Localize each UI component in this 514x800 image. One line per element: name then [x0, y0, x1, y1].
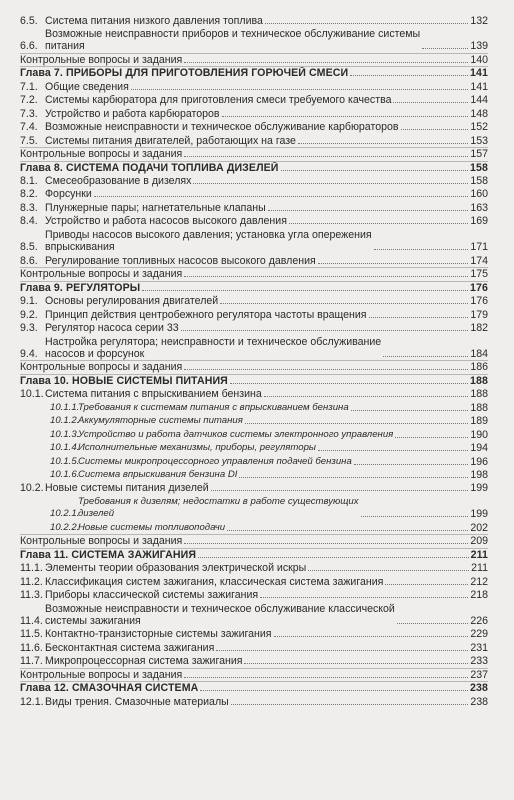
page-number: 158: [470, 161, 488, 174]
page-number: 160: [470, 188, 488, 201]
section-entry: [20, 121, 488, 134]
entry-number: 10.2.2.: [50, 521, 80, 533]
dot-leader: [264, 396, 469, 397]
entry-number: 12.1.: [20, 695, 44, 708]
page-number: 169: [470, 215, 488, 228]
section-entry: [20, 602, 488, 627]
entry-title: Элементы теории образования электрической искры: [45, 562, 307, 575]
entry-number: 8.1.: [20, 174, 38, 187]
page-number: 229: [470, 628, 488, 641]
entry-title: Возможные неисправности приборов и техническое обслуживание системы питания: [45, 28, 421, 53]
entry-title: Системы микропроцессорного управления подачей бензина: [78, 455, 352, 467]
entry-title: Системы питания двигателей, работающих на газе: [45, 134, 296, 147]
dot-leader: [184, 677, 468, 678]
section-entry: [20, 308, 488, 321]
section-entry: [20, 335, 488, 360]
entry-number: 7.5.: [20, 134, 38, 147]
entry-title: Возможные неисправности и техническое обслуживание классической системы зажигания: [45, 603, 395, 627]
subsection-entry: [20, 521, 488, 534]
review-questions-entry: [20, 535, 488, 548]
subsection-entry: [20, 468, 488, 481]
entry-title: Требования к дизелям; недостатки в работе существующих дизелей: [78, 496, 359, 520]
dot-leader: [289, 223, 468, 224]
entry-title: Глава 7. ПРИБОРЫ ДЛЯ ПРИГОТОВЛЕНИЯ ГОРЮЧЕЙ СМЕСИ: [20, 67, 349, 80]
entry-title: Система питания с впрыскиванием бензина: [45, 388, 262, 401]
review-questions-entry: [20, 53, 488, 66]
page-number: 186: [470, 361, 488, 374]
review-questions-entry: [20, 268, 488, 281]
page-number: 175: [470, 268, 488, 281]
section-entry: [20, 388, 488, 401]
page-number: 141: [470, 67, 488, 80]
entry-number: 10.1.: [20, 388, 44, 401]
entry-number: 8.5.: [20, 241, 38, 254]
table-rule: [20, 161, 488, 162]
entry-title: Контрольные вопросы и задания: [20, 361, 183, 374]
page-number: 163: [470, 201, 488, 214]
entry-number: 9.2.: [20, 308, 38, 321]
entry-title: Системы карбюратора для приготовления смеси требуемого качества: [45, 94, 392, 107]
dot-leader: [265, 23, 468, 24]
page-number: 179: [470, 308, 488, 321]
entry-number: 11.7.: [20, 655, 43, 668]
entry-number: 11.1.: [20, 562, 43, 575]
table-rule: [20, 360, 488, 361]
entry-number: 10.1.1.: [50, 401, 80, 413]
entry-title: Приборы классической системы зажигания: [45, 589, 259, 602]
entry-number: 8.2.: [20, 188, 38, 201]
page-number: 182: [470, 321, 488, 334]
entry-number: 9.3.: [20, 321, 38, 334]
entry-title: Глава 10. НОВЫЕ СИСТЕМЫ ПИТАНИЯ: [20, 374, 228, 387]
page-number: 190: [470, 428, 488, 441]
dot-leader: [385, 584, 468, 585]
review-questions-entry: [20, 668, 488, 681]
entry-number: 10.2.1.: [50, 508, 80, 520]
entry-number: 11.2.: [20, 575, 43, 588]
entry-title: Контрольные вопросы и задания: [20, 148, 183, 161]
entry-number: 11.4.: [20, 615, 43, 627]
page-number: 238: [470, 682, 488, 695]
section-entry: [20, 107, 488, 120]
dot-leader: [239, 477, 468, 478]
page-number: 188: [470, 374, 488, 387]
section-entry: [20, 562, 488, 575]
entry-number: 9.1.: [20, 295, 38, 308]
page-number: 199: [470, 482, 488, 495]
dot-leader: [245, 423, 468, 424]
section-entry: [20, 188, 488, 201]
entry-title: Контрольные вопросы и задания: [20, 268, 183, 281]
entry-title: Контрольные вопросы и задания: [20, 53, 183, 66]
entry-title: Приводы насосов высокого давления; установка угла опережения впрыскивания: [45, 229, 372, 254]
chapter-heading: [20, 682, 488, 695]
entry-title: Глава 11. СИСТЕМА ЗАЖИГАНИЯ: [20, 548, 197, 561]
entry-title: Общие сведения: [45, 80, 129, 93]
dot-leader: [395, 437, 468, 438]
dot-leader: [361, 516, 469, 517]
entry-title: Форсунки: [45, 188, 92, 201]
dot-leader: [383, 356, 468, 357]
page-number: 141: [470, 80, 488, 93]
section-entry: [20, 14, 488, 27]
dot-leader: [227, 530, 468, 531]
page-number: 132: [470, 14, 488, 27]
entry-title: Требования к системам питания с впрыскиванием бензина: [78, 401, 349, 413]
entry-title: Основы регулирования двигателей: [45, 295, 219, 308]
entry-title: Новые системы топливоподачи: [78, 521, 226, 533]
subsection-entry: [20, 428, 488, 441]
page-number: 153: [470, 134, 488, 147]
page-number: 231: [470, 641, 488, 654]
dot-leader: [231, 704, 469, 705]
dot-leader: [222, 116, 469, 117]
entry-number: 10.1.3.: [50, 428, 80, 440]
dot-leader: [422, 48, 468, 49]
dot-leader: [184, 369, 468, 370]
entry-number: 6.5.: [20, 14, 38, 27]
entry-number: 10.2.: [20, 482, 44, 495]
page-number: 139: [470, 40, 488, 53]
chapter-heading: [20, 67, 488, 80]
entry-number: 7.2.: [20, 94, 38, 107]
dot-leader: [260, 597, 468, 598]
entry-title: Аккумуляторные системы питания: [78, 415, 243, 427]
dot-leader: [220, 303, 468, 304]
section-entry: [20, 641, 488, 654]
page-number: 152: [470, 121, 488, 134]
subsection-entry: [20, 495, 488, 520]
section-entry: [20, 589, 488, 602]
section-entry: [20, 215, 488, 228]
dot-leader: [350, 75, 468, 76]
section-entry: [20, 80, 488, 93]
dot-leader: [184, 276, 468, 277]
section-entry: [20, 228, 488, 253]
section-entry: [20, 628, 488, 641]
page-number: 148: [470, 107, 488, 120]
entry-title: Глава 9. РЕГУЛЯТОРЫ: [20, 281, 141, 294]
chapter-heading: [20, 161, 488, 174]
entry-title: Классификация систем зажигания, классическая система зажигания: [45, 575, 384, 588]
entry-number: 8.3.: [20, 201, 38, 214]
entry-number: 9.4.: [20, 347, 38, 360]
dot-leader: [318, 263, 469, 264]
section-entry: [20, 174, 488, 187]
entry-number: 8.6.: [20, 254, 38, 267]
page-number: 209: [470, 535, 488, 548]
entry-number: 10.1.4.: [50, 442, 80, 454]
page-number: 144: [470, 94, 488, 107]
section-entry: [20, 655, 488, 668]
subsection-entry: [20, 415, 488, 428]
dot-leader: [397, 623, 468, 624]
table-rule: [20, 374, 488, 375]
section-entry: [20, 27, 488, 52]
dot-leader: [193, 183, 468, 184]
entry-number: 11.3.: [20, 589, 43, 602]
entry-number: 7.3.: [20, 107, 38, 120]
chapter-heading: [20, 548, 488, 561]
dot-leader: [274, 636, 469, 637]
dot-leader: [131, 89, 468, 90]
entry-title: Устройство и работа насосов высокого давления: [45, 215, 287, 228]
entry-title: Глава 12. СМАЗОЧНАЯ СИСТЕМА: [20, 682, 199, 695]
entry-title: Регулирование топливных насосов высокого давления: [45, 254, 316, 267]
entry-title: Контрольные вопросы и задания: [20, 535, 183, 548]
section-entry: [20, 695, 488, 708]
subsection-entry: [20, 455, 488, 468]
dot-leader: [393, 102, 468, 103]
page-number: 176: [470, 295, 488, 308]
chapter-heading: [20, 281, 488, 294]
entry-title: Глава 8. СИСТЕМА ПОДАЧИ ТОПЛИВА ДИЗЕЛЕЙ: [20, 161, 279, 174]
dot-leader: [244, 663, 468, 664]
page-number: 174: [470, 254, 488, 267]
dot-leader: [184, 156, 468, 157]
entry-title: Устройство и работа датчиков системы электронного управления: [78, 428, 394, 440]
dot-leader: [142, 290, 468, 291]
subsection-entry: [20, 401, 488, 414]
entry-title: Новые системы питания дизелей: [45, 482, 209, 495]
section-entry: [20, 254, 488, 267]
page-number: 176: [470, 281, 488, 294]
entry-title: Исполнительные механизмы, приборы, регуляторы: [78, 442, 316, 454]
page-number: 226: [470, 615, 488, 627]
entry-number: 10.1.6.: [50, 468, 80, 480]
review-questions-entry: [20, 148, 488, 161]
entry-title: Возможные неисправности и техническое обслуживание карбюраторов: [45, 121, 399, 134]
table-rule: [20, 281, 488, 282]
entry-title: Микропроцессорная система зажигания: [45, 655, 243, 668]
page-number: 233: [470, 655, 488, 668]
dot-leader: [268, 210, 469, 211]
entry-number: 11.6.: [20, 641, 43, 654]
entry-title: Настройка регулятора; неисправности и техническое обслуживание насосов и форсунок: [45, 335, 382, 360]
chapter-heading: [20, 374, 488, 387]
dot-leader: [318, 450, 468, 451]
subsection-entry: [20, 442, 488, 455]
entry-number: 6.6.: [20, 40, 38, 53]
page-number: 140: [470, 53, 488, 66]
dot-leader: [351, 410, 469, 411]
entry-number: 10.1.2.: [50, 415, 80, 427]
entry-title: Плунжерные пары; нагнетательные клапаны: [45, 201, 266, 214]
dot-leader: [181, 330, 469, 331]
dot-leader: [369, 317, 469, 318]
table-rule: [20, 668, 488, 669]
page-number: 171: [470, 241, 488, 254]
section-entry: [20, 134, 488, 147]
dot-leader: [374, 249, 469, 250]
entry-title: Регулятор насоса серии 33: [45, 321, 179, 334]
entry-title: Принцип действия центробежного регулятора частоты вращения: [45, 308, 367, 321]
dot-leader: [198, 557, 469, 558]
table-rule: [20, 53, 488, 54]
table-rule: [20, 267, 488, 268]
entry-title: Контрольные вопросы и задания: [20, 668, 183, 681]
table-rule: [20, 681, 488, 682]
entry-number: 10.1.5.: [50, 455, 80, 467]
page-number: 198: [470, 468, 488, 481]
entry-number: 8.4.: [20, 215, 38, 228]
dot-leader: [94, 196, 468, 197]
review-questions-entry: [20, 361, 488, 374]
page-number: 211: [470, 548, 488, 561]
dot-leader: [200, 690, 468, 691]
page-number: 202: [470, 521, 488, 534]
dot-leader: [230, 383, 468, 384]
entry-title: Виды трения. Смазочные материалы: [45, 695, 229, 708]
page-number: 196: [470, 455, 488, 468]
table-rule: [20, 66, 488, 67]
entry-title: Система впрыскивания бензина DI: [78, 468, 238, 480]
section-entry: [20, 575, 488, 588]
page-number: 157: [470, 148, 488, 161]
page-number: 158: [470, 174, 488, 187]
dot-leader: [401, 129, 469, 130]
entry-number: 11.5.: [20, 628, 43, 641]
entry-title: Бесконтактная система зажигания: [45, 641, 215, 654]
page-number: 238: [470, 695, 488, 708]
page-number: 218: [470, 589, 488, 602]
section-entry: [20, 201, 488, 214]
entry-title: Система питания низкого давления топлива: [45, 14, 263, 27]
page-number: 188: [470, 401, 488, 414]
page-number: 184: [470, 347, 488, 360]
page-number: 199: [470, 508, 488, 521]
entry-number: 7.1.: [20, 80, 38, 93]
section-entry: [20, 321, 488, 334]
page-number: 194: [470, 442, 488, 455]
table-rule: [20, 147, 488, 148]
entry-number: 7.4.: [20, 121, 38, 134]
section-entry: [20, 94, 488, 107]
dot-leader: [184, 62, 468, 63]
table-rule: [20, 534, 488, 535]
page-number: 189: [470, 415, 488, 428]
dot-leader: [211, 490, 469, 491]
page-number: 188: [470, 388, 488, 401]
entry-title: Устройство и работа карбюраторов: [45, 107, 220, 120]
page-number: 211: [471, 562, 488, 575]
page-number: 212: [470, 575, 488, 588]
section-entry: [20, 295, 488, 308]
table-rule: [20, 548, 488, 549]
section-entry: [20, 482, 488, 495]
entry-title: Контактно-транзисторные системы зажигания: [45, 628, 272, 641]
dot-leader: [281, 170, 469, 171]
dot-leader: [216, 650, 468, 651]
dot-leader: [184, 543, 468, 544]
entry-title: Смесеобразование в дизелях: [45, 174, 192, 187]
dot-leader: [354, 464, 469, 465]
dot-leader: [308, 570, 469, 571]
page-number: 237: [470, 668, 488, 681]
dot-leader: [298, 143, 468, 144]
